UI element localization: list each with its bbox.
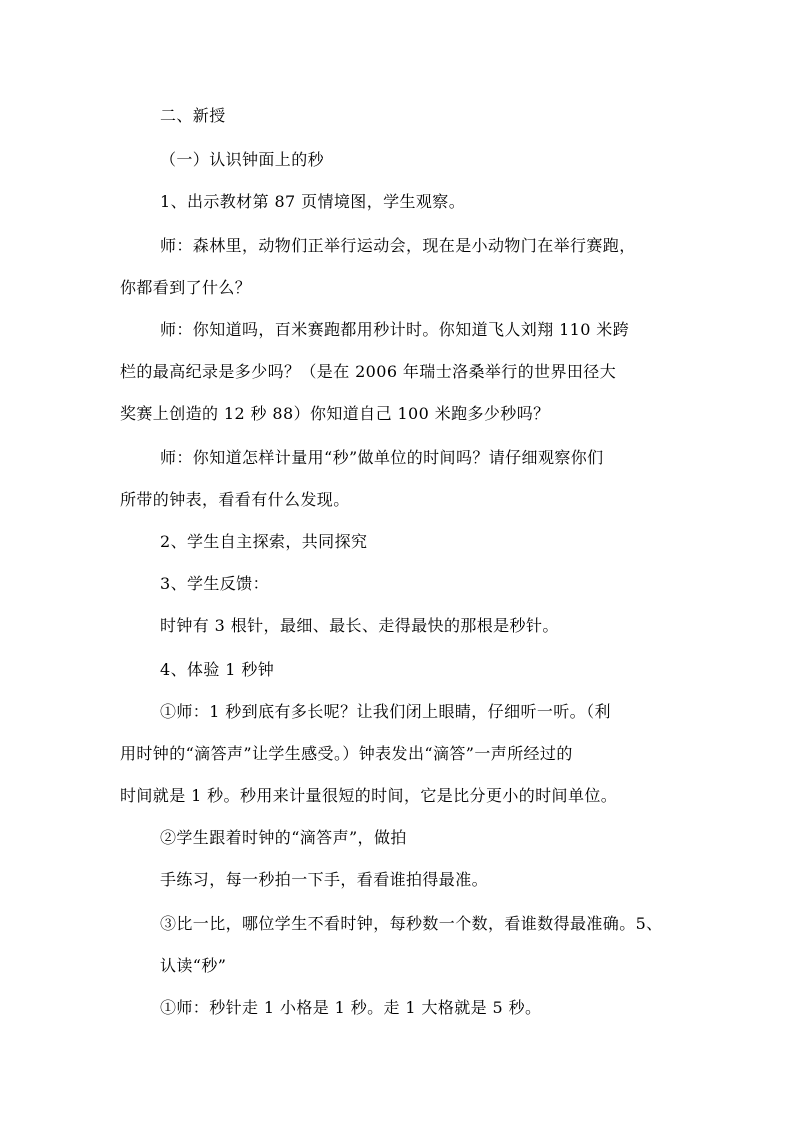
- paragraph-line: 所带的钟表，看看有什么发现。: [120, 490, 350, 509]
- paragraph-line: 栏的最高纪录是多少吗？（是在 2006 年瑞士洛桑举行的世界田径大: [120, 362, 617, 381]
- paragraph-line: 用时钟的“滴答声”让学生感受。）钟表发出“滴答”一声所经过的: [120, 744, 573, 763]
- paragraph-line: 2、学生自主探索，共同探究: [160, 532, 368, 551]
- paragraph-line: 时钟有 3 根针，最细、最长、走得最快的那根是秒针。: [160, 616, 559, 635]
- paragraph-line: 师：你知道怎样计量用“秒”做单位的时间吗？请仔细观察你们: [160, 448, 604, 467]
- subsection-heading: （一）认识钟面上的秒: [160, 150, 325, 169]
- paragraph-line: 认读“秒”: [160, 956, 227, 975]
- paragraph-line: 师：你知道吗，百米赛跑都用秒计时。你知道飞人刘翔 110 米跨: [160, 320, 630, 339]
- section-heading: 二、新授: [160, 106, 226, 125]
- paragraph-line: 时间就是 1 秒。秒用来计量很短的时间，它是比分更小的时间单位。: [120, 786, 618, 805]
- paragraph-line: 奖赛上创造的 12 秒 88）你知道自己 100 米跑多少秒吗？: [120, 404, 550, 423]
- paragraph-line: 3、学生反馈：: [160, 574, 269, 593]
- paragraph-line: 师：森林里，动物们正举行运动会，现在是小动物门在举行赛跑，: [160, 236, 636, 255]
- paragraph-line: ①师：1 秒到底有多长呢？让我们闭上眼睛，仔细听一听。（利: [160, 702, 611, 721]
- paragraph-line: 4、体验 1 秒钟: [160, 660, 275, 679]
- paragraph-line: 1、出示教材第 87 页情境图，学生观察。: [160, 192, 466, 211]
- paragraph-line: ②学生跟着时钟的“滴答声”，做拍: [160, 828, 407, 847]
- paragraph-line: ①师：秒针走 1 小格是 1 秒。走 1 大格就是 5 秒。: [160, 998, 542, 1017]
- paragraph-line: 你都看到了什么？: [120, 278, 252, 297]
- paragraph-line: 手练习，每一秒拍一下手，看看谁拍得最准。: [160, 870, 489, 889]
- paragraph-line: ③比一比，哪位学生不看时钟，每秒数一个数，看谁数得最准确。5、: [160, 914, 663, 933]
